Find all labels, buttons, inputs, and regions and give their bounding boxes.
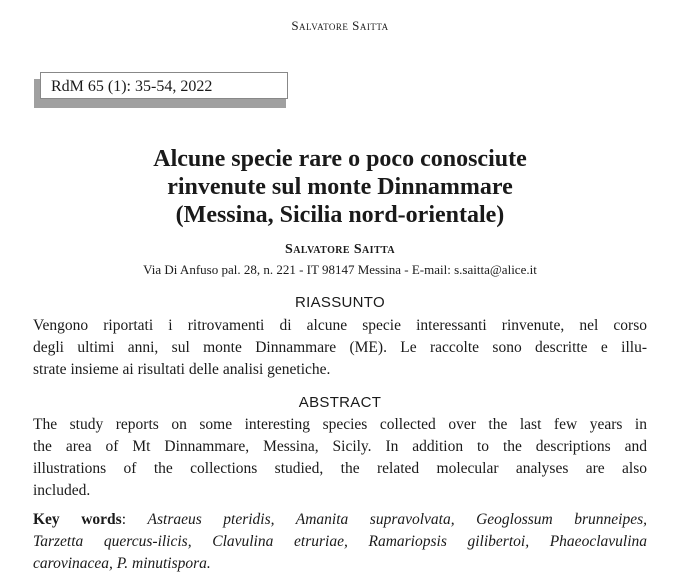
- abstract-line: The study reports on some interesting species collected over the last few years in: [33, 416, 647, 433]
- keywords-separator: :: [121, 511, 148, 528]
- riassunto-line: strate insieme ai risultati delle analisi genetiche.: [33, 361, 331, 378]
- author-name: Salvatore Saitta: [285, 242, 395, 257]
- keywords-block: [33, 509, 647, 575]
- abstract-line: illustrations of the collections studied, the related molecular analyses are also: [33, 460, 647, 477]
- abstract-line: included.: [33, 482, 91, 499]
- title-line: Alcune specie rare o poco conosciute: [153, 146, 527, 172]
- keywords-line: [33, 509, 647, 531]
- author-affiliation: Via Di Anfuso pal. 28, n. 221 - IT 98147 Messina - E-mail: s.saitta@alice.it: [143, 262, 537, 277]
- title-line: (Messina, Sicilia nord-orientale): [175, 202, 505, 228]
- keywords-text: Astraeus pteridis, Amanita supravolvata, Geoglossum brunneipes,: [147, 511, 648, 528]
- riassunto-body: [33, 315, 647, 381]
- keywords-label: Key words: [33, 511, 122, 528]
- abstract-heading: ABSTRACT: [298, 394, 382, 411]
- abstract-line: the area of Mt Dinnammare, Messina, Sicily. In addition to the descriptions and: [33, 438, 647, 455]
- riassunto-heading: RIASSUNTO: [295, 294, 385, 311]
- riassunto-line: Vengono riportati i ritrovamenti di alcune specie interessanti rinvenute, nel corso: [33, 317, 647, 334]
- running-head: Salvatore Saitta: [291, 18, 389, 33]
- article-title: [0, 145, 680, 229]
- title-line: rinvenute sul monte Dinnammare: [167, 174, 513, 200]
- keywords-line: carovinacea, P. minutispora.: [33, 555, 211, 572]
- citation-text: RdM 65 (1): 35-54, 2022: [40, 72, 288, 99]
- citation-box: [40, 72, 288, 99]
- abstract-body: [33, 414, 647, 502]
- keywords-line: Tarzetta quercus-ilicis, Clavulina etruriae, Ramariopsis gilibertoi, Phaeoclavulina: [33, 533, 647, 550]
- riassunto-line: degli ultimi anni, sul monte Dinnammare (ME). Le raccolte sono descritte e illu-: [33, 339, 647, 356]
